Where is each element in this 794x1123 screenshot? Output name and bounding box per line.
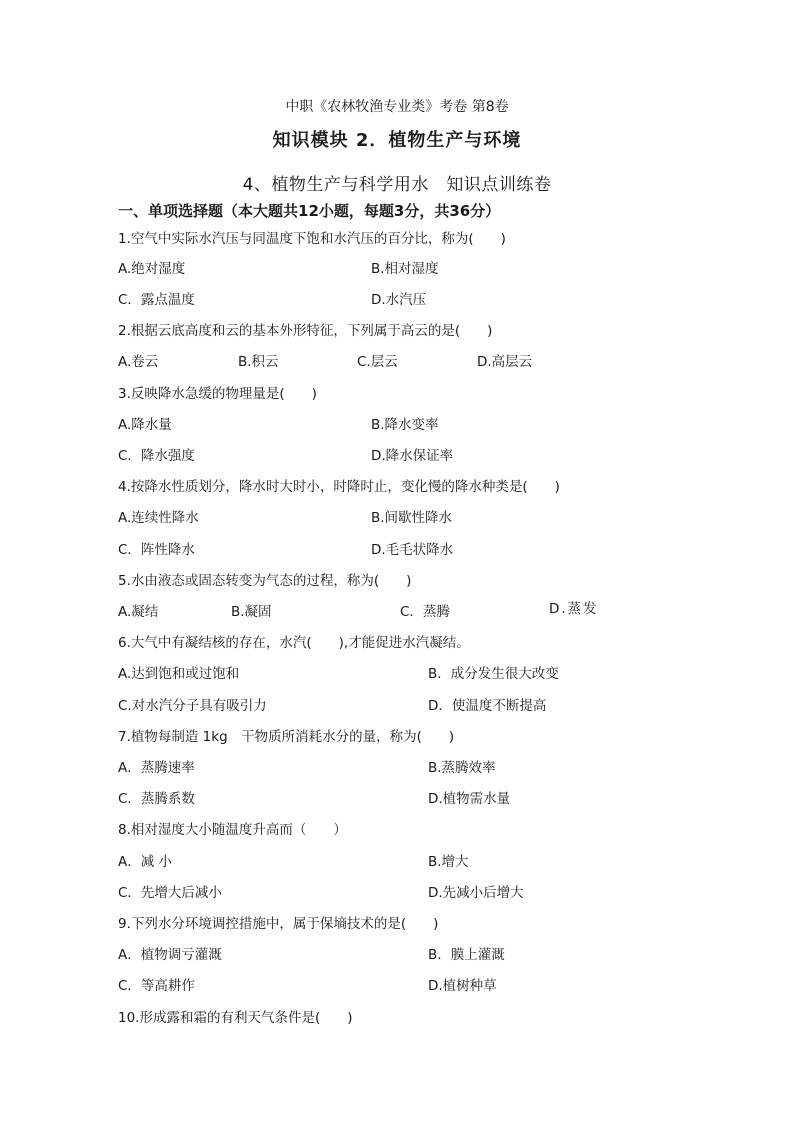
question-9-option-b: B．膜上灌溉 — [428, 947, 505, 963]
question-9-option-d: D.植树种草 — [428, 978, 497, 994]
question-7-option-c: C．蒸腾系数 — [118, 791, 195, 807]
question-2-option-a: A.卷云 — [118, 354, 159, 370]
question-6-option-d: D．使温度不断提高 — [428, 698, 547, 714]
question-2-option-b: B.积云 — [238, 354, 279, 370]
question-7-option-a: A．蒸腾速率 — [118, 760, 195, 776]
question-6-option-a: A.达到饱和或过饱和 — [118, 666, 240, 682]
question-7-option-b: B.蒸腾效率 — [428, 760, 496, 776]
question-1-option-b: B.相对湿度 — [371, 261, 439, 277]
question-5-option-c: C．蒸腾 — [400, 604, 450, 620]
question-3-option-c: C．降水强度 — [118, 448, 195, 464]
question-1-stem: 1.空气中实际水汽压与同温度下饱和水汽压的百分比，称为( ) — [118, 231, 506, 247]
sheet-title: 4、植物生产与科学用水 知识点训练卷 — [242, 175, 552, 195]
question-4-option-d: D.毛毛状降水 — [371, 542, 454, 558]
question-9-stem: 9.下列水分环境调控措施中，属于保墒技术的是( ) — [118, 916, 439, 932]
question-2-option-c: C.层云 — [357, 354, 398, 370]
question-8-option-b: B.增大 — [428, 854, 469, 870]
question-4-option-b: B.间歇性降水 — [371, 510, 453, 526]
question-5-option-b: B.凝固 — [231, 604, 272, 620]
question-8-option-d: D.先减小后增大 — [428, 885, 524, 901]
question-2-option-d: D.高层云 — [477, 354, 533, 370]
question-9-option-a: A．植物调亏灌溉 — [118, 947, 222, 963]
module-title: 知识模块 2．植物生产与环境 — [272, 130, 522, 151]
question-3-option-d: D.降水保证率 — [371, 448, 454, 464]
question-8-option-c: C．先增大后减小 — [118, 885, 222, 901]
question-7-stem: 7.植物每制造 1kg 干物质所消耗水分的量，称为( ) — [118, 729, 455, 745]
question-6-option-c: C.对水汽分子具有吸引力 — [118, 698, 267, 714]
question-5-stem: 5.水由液态或固态转变为气态的过程，称为( ) — [118, 573, 412, 589]
question-1-option-c: C．露点温度 — [118, 292, 195, 308]
question-3-option-b: B.降水变率 — [371, 417, 439, 433]
question-1-option-a: A.绝对湿度 — [118, 261, 186, 277]
question-3-stem: 3.反映降水急缓的物理量是( ) — [118, 386, 317, 402]
question-6-stem: 6.大气中有凝结核的存在，水汽( ),才能促进水汽凝结。 — [118, 635, 470, 651]
question-7-option-d: D.植物需水量 — [428, 791, 511, 807]
question-3-option-a: A.降水量 — [118, 417, 172, 433]
question-9-option-c: C．等高耕作 — [118, 978, 195, 994]
question-5-option-d: D.蒸发 — [549, 601, 599, 617]
question-2-stem: 2.根据云底高度和云的基本外形特征，下列属于高云的是( ) — [118, 323, 493, 339]
question-1-option-d: D.水汽压 — [371, 292, 427, 308]
question-6-option-b: B．成分发生很大改变 — [428, 666, 559, 682]
question-8-stem: 8.相对湿度大小随温度升高而（ ） — [118, 822, 347, 838]
section-heading: 一、单项选择题（本大题共12小题，每题3分，共36分） — [118, 202, 501, 220]
question-4-option-a: A.连续性降水 — [118, 510, 199, 526]
question-8-option-a: A．减 小 — [118, 854, 173, 870]
question-4-option-c: C．阵性降水 — [118, 542, 195, 558]
question-4-stem: 4.按降水性质划分，降水时大时小，时降时止，变化慢的降水种类是( ) — [118, 479, 560, 495]
exam-subtitle: 中职《农林牧渔专业类》考卷 第8卷 — [285, 99, 509, 115]
question-5-option-a: A.凝结 — [118, 604, 159, 620]
question-10-stem: 10.形成露和霜的有利天气条件是( ) — [118, 1010, 353, 1026]
